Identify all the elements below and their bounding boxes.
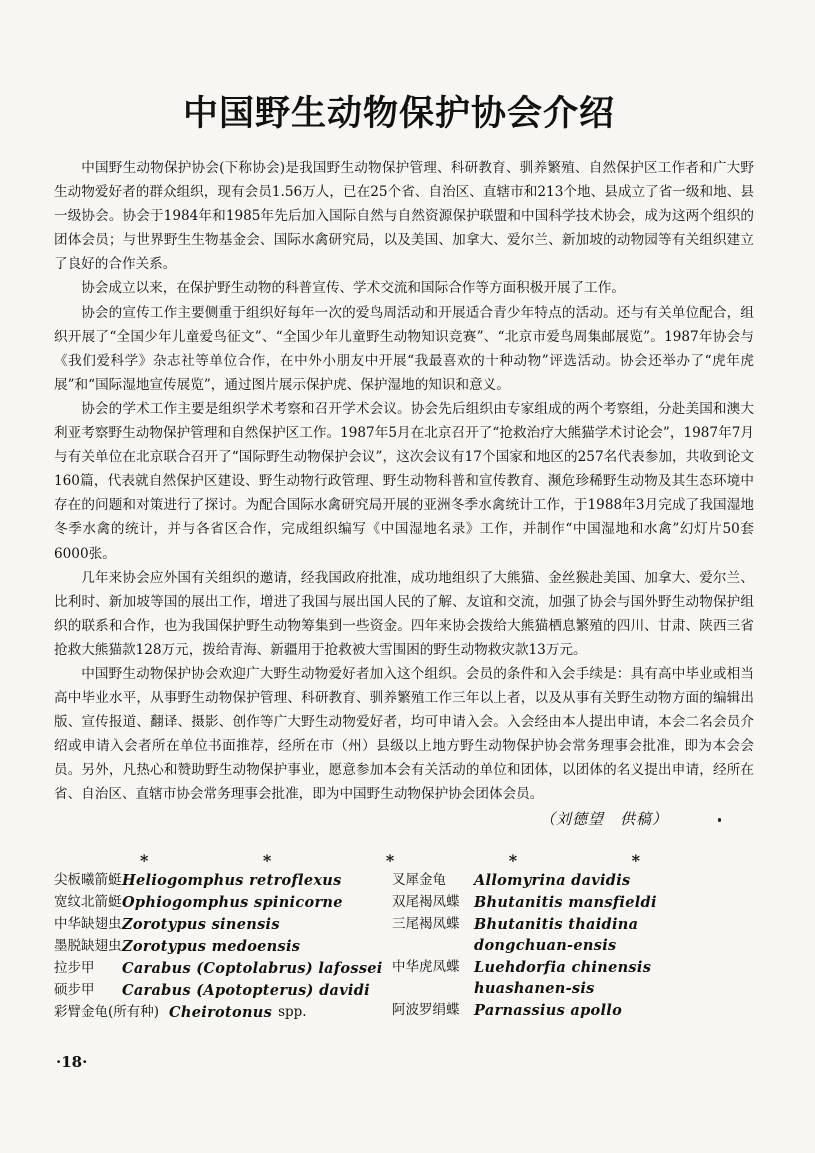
paragraph: 中国野生动物保护协会欢迎广大野生动物爱好者加入这个组织。会员的条件和入会手续是：具有高中毕业或相当高中毕业水平，从事野生动物保护管理、科研教育、驯养繁殖工作三年以上者，以及从事有关野生动物方面的编辑出版、宣传报道、翻译、摄影、创作等广大野生动物爱好者，均可申请入会。入会经由本人提出申请，本会二名会员介绍或申请入会者所在单位书面推荐，经所在市（州）县级以上地方野生动物保护协会常务理事会批准，即为本会会员。另外，凡热心和赞助野生动物保护事业，愿意参加本会有关活动的单位和团体，以团体的名义提出申请，经所在省、自治区、直辖市协会常务理事会批准，即为中国野生动物保护协会团体会员。 — [54, 665, 754, 803]
species-row — [54, 980, 384, 1001]
species-row — [54, 936, 384, 957]
page-title: 中国野生动物保护协会介绍 — [183, 94, 616, 134]
species-chinese-name: 叉犀金龟 — [392, 872, 446, 888]
species-scientific-name: Zorotypus medoensis — [122, 938, 301, 955]
species-list-right — [392, 870, 722, 1022]
paragraph: 协会的宣传工作主要侧重于组织好每年一次的爱鸟周活动和开展适合青少年特点的活动。还与有关单位配合，组织开展了“全国少年儿童爱鸟征文”、“全国少年儿童野生动物知识竞赛”、“北京市爱鸟周集邮展览”。1987年协会与《我们爱科学》杂志社等单位合作，在中外小朋友中开展“我最喜欢的十种动物”评选活动。协会还举办了“虎年虎展”和“国际湿地宣传展览”，通过图片展示保护虎、保护湿地的知识和意义。 — [54, 304, 754, 393]
species-scientific-name: Zorotypus sinensis — [122, 916, 280, 933]
separator-star: * — [262, 851, 272, 870]
species-chinese-name: 三尾褐凤蝶 — [392, 916, 460, 932]
species-row — [392, 892, 722, 913]
species-row — [392, 1000, 722, 1021]
section-separator — [140, 851, 640, 870]
paragraph: 几年来协会应外国有关组织的邀请，经我国政府批准，成功地组织了大熊猫、金丝猴赴美国、加拿大、爱尔兰、比利时、新加坡等国的展出工作，增进了我国与展出国人民的了解、友谊和交流，加强了协会与国外野生动物保护组织的联系和合作，也为我国保护野生动物筹集到一些资金。四年来协会拨给大熊猫栖息繁殖的四川、甘肃、陕西三省抢救大熊猫款128万元，拨给青海、新疆用于抢救被大雪围困的野生动物救灾款13万元。 — [54, 569, 754, 658]
species-chinese-name: 拉步甲 — [54, 960, 95, 976]
species-chinese-name: 宽纹北箭蜓 — [54, 894, 122, 910]
species-row — [54, 1002, 384, 1023]
species-scientific-name: Carabus (Apotopterus) davidi — [122, 982, 370, 999]
print-speck — [718, 818, 721, 822]
paragraph: 协会成立以来，在保护野生动物的科普宣传、学术交流和国际合作等方面积极开展了工作。 — [81, 280, 625, 297]
species-row — [54, 914, 384, 935]
separator-star: * — [508, 851, 518, 870]
paragraph: 协会的学术工作主要是组织学术考察和召开学术会议。协会先后组织由专家组成的两个考察组，分赴美国和澳大利亚考察野生动物保护管理和自然保护区工作。1987年5月在北京召开了“抢救治疗大熊猫学术讨论会”，1987年7月与有关单位在北京联合召开了“国际野生动物保护会议”，这次会议有17个国家和地区的257名代表参加，共收到论文160篇，代表就自然保护区建设、野生动物行政管理、野生动物科普和宣传教育、濒危珍稀野生动物及其生态环境中存在的问题和对策进行了探讨。为配合国际水禽研究局开展的亚洲冬季水禽统计工作，于1988年3月完成了我国湿地冬季水禽的统计，并与各省区合作，完成组织编写《中国湿地名录》工作，并制作“中国湿地和水禽”幻灯片50套6000张。 — [54, 400, 754, 562]
species-row — [54, 892, 384, 913]
species-row — [392, 870, 722, 891]
species-row — [54, 870, 384, 891]
species-scientific-name: Luehdorfia chinensis huashanen-sis — [474, 959, 652, 997]
species-scientific-name: Carabus (Coptolabrus) lafossei — [122, 960, 383, 977]
species-chinese-name: 硕步甲 — [54, 982, 95, 998]
species-chinese-name: 中华缺翅虫 — [54, 916, 122, 932]
page-number: ·18· — [56, 1053, 88, 1071]
species-scientific-name: Bhutanitis thaidina dongchuan-ensis — [474, 916, 639, 954]
species-scientific-name: Ophiogomphus spinicorne — [122, 894, 343, 911]
species-scientific-name: Cheirotonus — [169, 1004, 273, 1021]
species-list-left — [54, 870, 384, 1024]
species-scientific-name: Allomyrina davidis — [474, 872, 631, 889]
species-chinese-name: 中华虎凤蝶 — [392, 959, 460, 975]
separator-star: * — [631, 851, 640, 870]
separator-star: * — [385, 851, 395, 870]
species-chinese-name: 双尾褐凤蝶 — [392, 894, 460, 910]
article-body — [54, 156, 754, 807]
species-row — [54, 958, 384, 979]
species-scientific-name: Heliogomphus retroflexus — [122, 872, 342, 889]
separator-star: * — [140, 851, 149, 870]
species-chinese-name: 彩臂金龟(所有种) — [54, 1004, 160, 1020]
species-row — [392, 914, 722, 956]
species-chinese-name: 阿波罗绢蝶 — [392, 1002, 460, 1018]
paragraph: 中国野生动物保护协会(下称协会)是我国野生动物保护管理、科研教育、驯养繁殖、自然保护区工作者和广大野生动物爱好者的群众组织，现有会员1.56万人，已在25个省、自治区、直辖市和213个地、县成立了省一级和地、县一级协会。协会于1984年和1985年先后加入国际自然与自然资源保护联盟和中国科学技术协会，成为这两个组织的团体会员；与世界野生生物基金会、国际水禽研究局，以及美国、加拿大、爱尔兰、新加坡的动物园等有关组织建立了良好的合作关系。 — [54, 160, 754, 273]
byline: （刘德望 供稿） — [540, 810, 669, 828]
species-chinese-name: 墨脱缺翅虫 — [54, 938, 122, 954]
species-row — [392, 957, 722, 999]
species-scientific-name: Bhutanitis mansfieldi — [474, 894, 657, 911]
species-suffix: spp. — [278, 1004, 307, 1020]
species-chinese-name: 尖板曦箭蜓 — [54, 872, 122, 888]
species-scientific-name: Parnassius apollo — [474, 1002, 623, 1019]
